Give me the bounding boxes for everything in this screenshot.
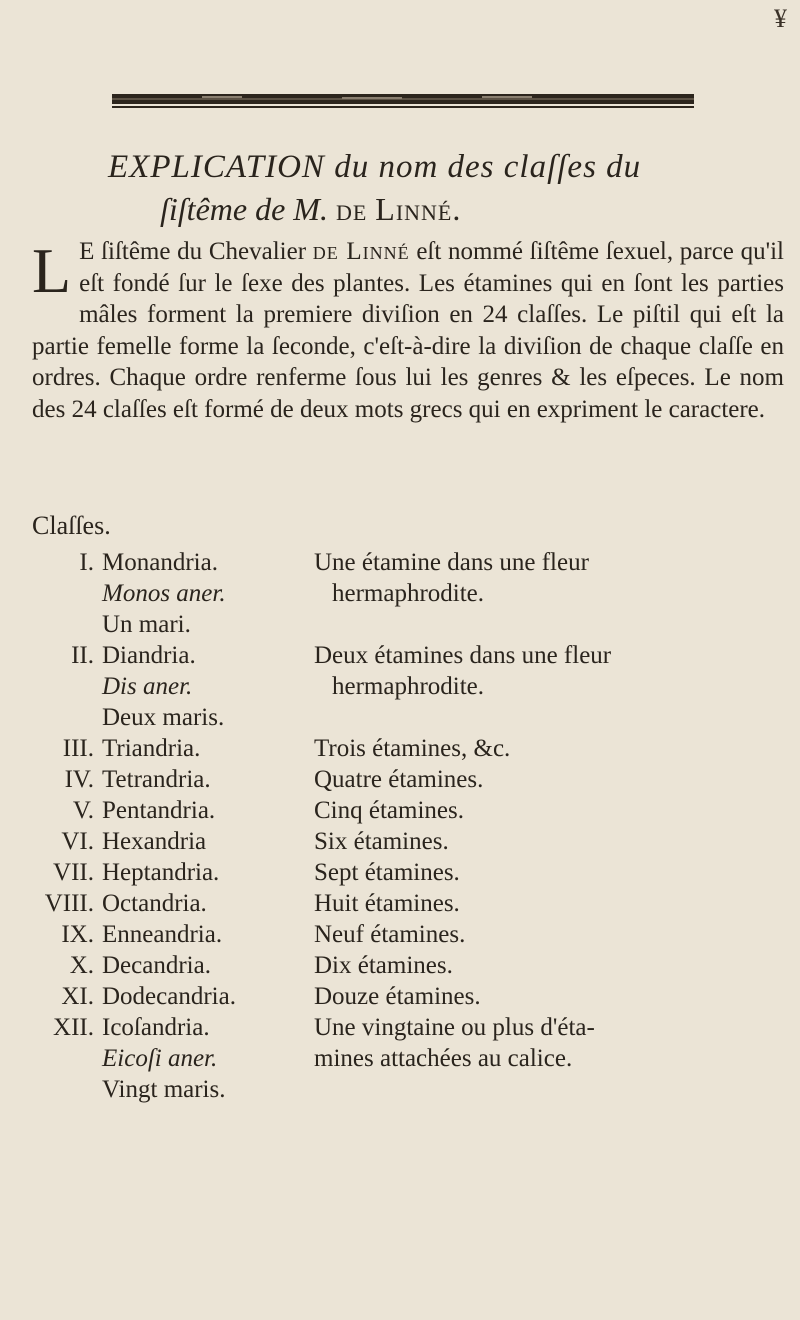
class-name: Tetrandria. [102, 766, 211, 793]
class-description: Neuf étamines. [314, 921, 466, 948]
class-number: XI. [61, 983, 94, 1010]
drop-cap: L [32, 235, 72, 306]
page-title-line-2 [160, 190, 720, 228]
class-row [32, 640, 792, 671]
intro-text-a: E ſiſtême du Chevalier [79, 238, 313, 265]
class-row [32, 578, 792, 609]
class-description: hermaphrodite. [332, 580, 485, 607]
class-name: Triandria. [102, 735, 201, 762]
class-number: VI. [61, 828, 94, 855]
class-description: Sept étamines. [314, 859, 460, 886]
class-number: VII. [53, 859, 94, 886]
class-row [32, 981, 792, 1012]
classes-table [32, 547, 792, 1105]
class-number: IV. [64, 766, 94, 793]
class-row [32, 1074, 792, 1105]
class-description: Quatre étamines. [314, 766, 484, 793]
intro-author-name: de Linné [312, 238, 410, 265]
class-row [32, 733, 792, 764]
class-name: Dis aner. [102, 673, 193, 700]
intro-text-b: eſt nommé ſiſtême ſexuel, parce qu'il eſt fondé ſur le ſexe des plantes. Les étamines qui en ſont les parties mâles forment la premiere diviſion en 24 claſſes. Le piſtil qui eſt la partie femelle forme la ſeconde, c'eſt-à-dire la diviſion de chaque claſſe en ordres. Chaque ordre renferme ſous lui les genres & les eſpeces. Le nom des 24 claſſes eſt formé de deux mots grecs qui en expriment le caractere. [32, 238, 784, 423]
class-description: Douze étamines. [314, 983, 481, 1010]
class-number: VIII. [44, 890, 94, 917]
class-row [32, 826, 792, 857]
class-description: Cinq étamines. [314, 797, 464, 824]
decorative-rule [112, 92, 694, 110]
class-name: Deux maris. [102, 704, 225, 731]
class-row [32, 1012, 792, 1043]
class-name: Eicoſi aner. [102, 1045, 218, 1072]
class-description: Dix étamines. [314, 952, 453, 979]
class-row [32, 795, 792, 826]
class-name: Pentandria. [102, 797, 216, 824]
class-description: Deux étamines dans une fleur [314, 642, 612, 669]
class-number: IX. [61, 921, 94, 948]
class-description: mines attachées au calice. [314, 1045, 573, 1072]
class-number: I. [79, 549, 94, 576]
class-description: Trois étamines, &c. [314, 735, 511, 762]
class-number: X. [69, 952, 94, 979]
class-row [32, 888, 792, 919]
intro-paragraph [32, 236, 784, 425]
class-description: Une vingtaine ou plus d'éta- [314, 1014, 595, 1041]
class-description: hermaphrodite. [332, 673, 485, 700]
class-name: Decandria. [102, 952, 211, 979]
class-name: Monos aner. [102, 580, 226, 607]
class-row [32, 857, 792, 888]
title-author-name: Linné. [375, 191, 462, 227]
title-line-2-prefix: ſiſtême de M. [160, 191, 336, 227]
title-de: de [335, 191, 368, 227]
class-name: Un mari. [102, 611, 191, 638]
corner-mark: ¥ [774, 4, 787, 33]
class-number: III. [62, 735, 94, 762]
class-number: V. [72, 797, 94, 824]
class-row [32, 919, 792, 950]
class-row [32, 1043, 792, 1074]
class-name: Icoſandria. [102, 1014, 210, 1041]
class-name: Dodecandria. [102, 983, 236, 1010]
class-description: Six étamines. [314, 828, 449, 855]
class-number: II. [71, 642, 94, 669]
page-title [108, 148, 728, 186]
class-name: Hexandria [102, 828, 207, 855]
class-row [32, 764, 792, 795]
class-name: Vingt maris. [102, 1076, 226, 1103]
class-row [32, 702, 792, 733]
class-description: Huit étamines. [314, 890, 460, 917]
class-row [32, 671, 792, 702]
class-name: Monandria. [102, 549, 218, 576]
class-row [32, 950, 792, 981]
class-name: Octandria. [102, 890, 207, 917]
class-number: XII. [53, 1014, 94, 1041]
class-row [32, 609, 792, 640]
class-name: Enneandria. [102, 921, 223, 948]
class-description: Une étamine dans une fleur [314, 549, 589, 576]
class-row [32, 547, 792, 578]
title-line-1: EXPLICATION du nom des claſſes du [108, 149, 642, 185]
class-name: Heptandria. [102, 859, 220, 886]
classes-heading: Claſſes. [32, 511, 111, 540]
class-name: Diandria. [102, 642, 196, 669]
